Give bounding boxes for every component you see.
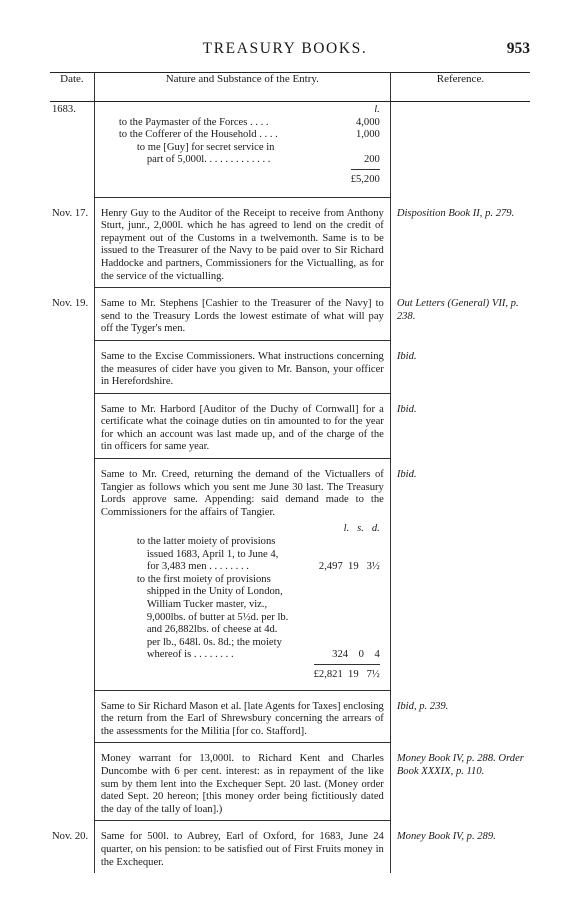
account-line: to the Cofferer of the Household . . . . 1,000	[118, 129, 380, 141]
entry-reference: Ibid.	[396, 469, 417, 481]
entry-date	[50, 697, 94, 701]
entry-date	[50, 347, 94, 351]
entry-row	[50, 465, 530, 690]
account-line: to the first moiety of provisions shipped in the Unity of London, William Tucker master, viz., 9,000lbs. of butter at 5½d. per lb. and 26,882lbs. of cheese at 4d. per lb., 648l. 0s. 8d.; the moiety whereof is . . . . . . . . 324 0 4	[136, 573, 380, 661]
running-title: TREASURY BOOKS.	[202, 40, 368, 57]
column-header-row	[50, 73, 530, 102]
nature-column-header: Nature and Substance of the Entry.	[94, 73, 390, 102]
ledger-table	[50, 72, 530, 873]
entry-text: Same for 500l. to Aubrey, Earl of Oxford, for 1683, June 24 quarter, on his pension: to be satisfied out of First Fruits money in the Exchequer.	[100, 831, 384, 868]
entry-date	[50, 465, 94, 469]
unit-label: l.	[374, 104, 380, 115]
entry-reference: Money Book IV, p. 289.	[396, 831, 496, 843]
entry-reference: Ibid, p. 239.	[396, 700, 449, 712]
account-line: to me [Guy] for secret service in part of 5,000l. . . . . . . . . . . . . 200	[136, 141, 380, 166]
entry-reference: Ibid.	[396, 350, 417, 362]
entry-text: Same to the Excise Commissioners. What instructions concerning the measures of cider have you given to Mr. Banson, your officer in Herefordshire.	[100, 350, 384, 388]
entry-text: Henry Guy to the Auditor of the Receipt to receive from Anthony Sturt, junr., 2,000l. which he has agreed to lend on the credit of repayment out of the Customs in a twelvemonth. Same is to be issued to the Treasurer of the Navy to be paid over to Sir Richard Haddocke and partners, Commissioners for the Victualling, as for the service of the victualling.	[100, 207, 384, 282]
entry-reference: Out Letters (General) VII, p. 238.	[396, 298, 519, 322]
entry-reference: Ibid.	[396, 403, 417, 415]
entry-row	[50, 827, 530, 873]
entry-reference: Money Book IV, p. 288. Order Book XXXIX, p. 110.	[396, 753, 524, 777]
account-total: £5,200	[351, 169, 380, 187]
account-line: to the Paymaster of the Forces . . . . 4,000	[118, 116, 380, 128]
entry-date	[50, 400, 94, 404]
entry-date: Nov. 19.	[52, 298, 89, 310]
entry-row	[50, 294, 530, 340]
page-header	[0, 40, 570, 64]
entry-row	[50, 347, 530, 393]
entry-text: Money warrant for 13,000l. to Richard Kent and Charles Duncombe with 6 per cent. interest: as in repayment of the like sum by them lent into the Exchequer Sept. 20 last. (Money order dated Sept. 20 hereon; [this money order being fictitiously dated the day of the tally of loan].)	[100, 753, 384, 815]
entry-date: Nov. 20.	[52, 831, 89, 843]
entry-row	[50, 102, 530, 198]
account-total: £2,821 19 7½	[314, 664, 380, 682]
entry-text: Same to Mr. Stephens [Cashier to the Treasurer of the Navy] to send to the Treasury Lords the lowest estimate of what will pay off the Tyger's men.	[100, 298, 384, 335]
entry-text: Same to Mr. Creed, returning the demand of the Victuallers of Tangier as follows which you sent me June 30 last. The Treasury Lords approve same. Appending: said demand made to the Commissioners for the affairs of Tangier.	[100, 469, 384, 518]
unit-label: l. s. d.	[343, 523, 380, 535]
entry-row	[50, 697, 530, 743]
entry-row	[50, 400, 530, 459]
entry-date: 1683.	[52, 104, 76, 115]
entry-date	[50, 749, 94, 753]
entry-text: Same to Sir Richard Mason et al. [late Agents for Taxes] enclosing the return from the Earl of Shrewsbury concerning the arrears of the assessments for the Militia [for co. Stafford].	[100, 700, 384, 737]
entry-row	[50, 749, 530, 820]
entry-date: Nov. 17.	[52, 207, 89, 219]
page-number: 953	[506, 40, 530, 57]
entry-reference: Disposition Book II, p. 279.	[396, 207, 515, 219]
account-line: to the latter moiety of provisions issued 1683, April 1, to June 4, for 3,483 men . . . . . . . . 2,497 19 3½	[136, 536, 380, 573]
entry-row	[50, 204, 530, 288]
reference-column-header: Reference.	[390, 73, 530, 102]
entry-text: Same to Mr. Harbord [Auditor of the Duchy of Cornwall] for a certificate what the coinage duties on tin amounted to for the year for which an account was last made up, and of the charge of the tin officers for same year.	[100, 403, 384, 453]
date-column-header: Date.	[50, 73, 94, 102]
